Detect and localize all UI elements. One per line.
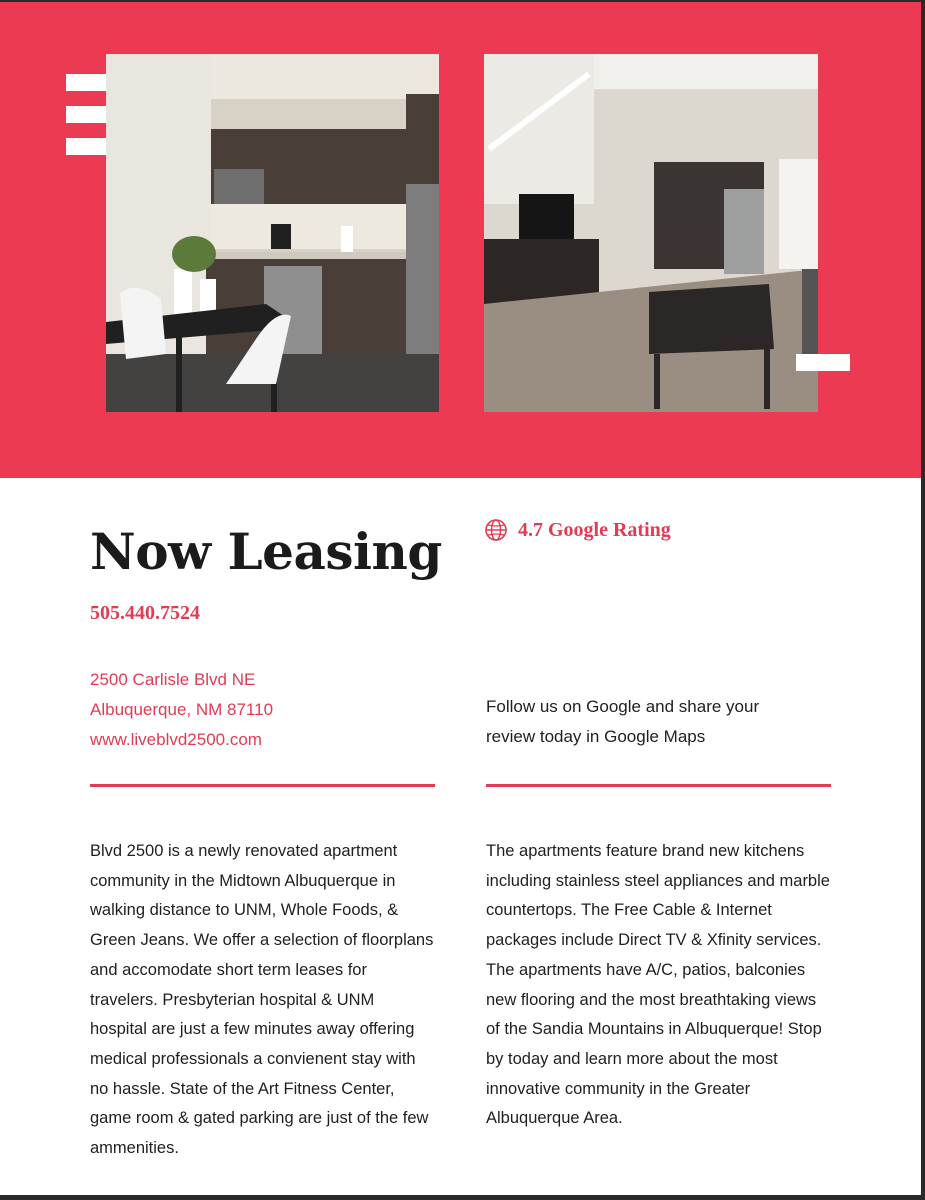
follow-line: Follow us on Google and share your [486, 697, 760, 716]
address-block [90, 665, 273, 755]
page-title: Now Leasing [90, 522, 442, 581]
decorative-bar [796, 354, 850, 371]
city-state-zip: Albuquerque, NM 87110 [90, 700, 274, 719]
follow-line: review today in Google Maps [486, 727, 706, 746]
kitchen-photo [106, 54, 439, 412]
follow-text [486, 692, 826, 752]
rating-text: 4.7 Google Rating [518, 518, 671, 541]
globe-icon [484, 518, 508, 542]
divider [90, 784, 435, 787]
google-rating [484, 518, 671, 542]
phone-number[interactable]: 505.440.7524 [90, 602, 200, 624]
description-left: Blvd 2500 is a newly renovated apartment community in the Midtown Albuquerque in walking distance to UNM, Whole Foods, & Green Jeans. We offer a selection of floorplans and accomodate short term leases for travelers. Presbyterian hospital & UNM hospital are just a few minutes away offering medical professionals a convienent stay with no hassle. State of the Art Fitness Center, game room & gated parking are just of the few ammenities. [90, 842, 434, 1158]
flyer-page [0, 2, 921, 1195]
description-right: The apartments feature brand new kitchens including stainless steel appliances and marble countertops. The Free Cable & Internet packages include Direct TV & Xfinity services. The apartments have A/C, patios, balconies new flooring and the most breathtaking views of the Sandia Mountains in Albuquerque! Stop by today and learn more about the most innovative community in the Greater Albuquerque Area. [486, 842, 830, 1128]
hero-banner [0, 2, 921, 478]
street-address: 2500 Carlisle Blvd NE [90, 670, 256, 689]
divider [486, 784, 831, 787]
website-link[interactable]: www.liveblvd2500.com [90, 730, 262, 749]
living-room-photo [484, 54, 818, 412]
